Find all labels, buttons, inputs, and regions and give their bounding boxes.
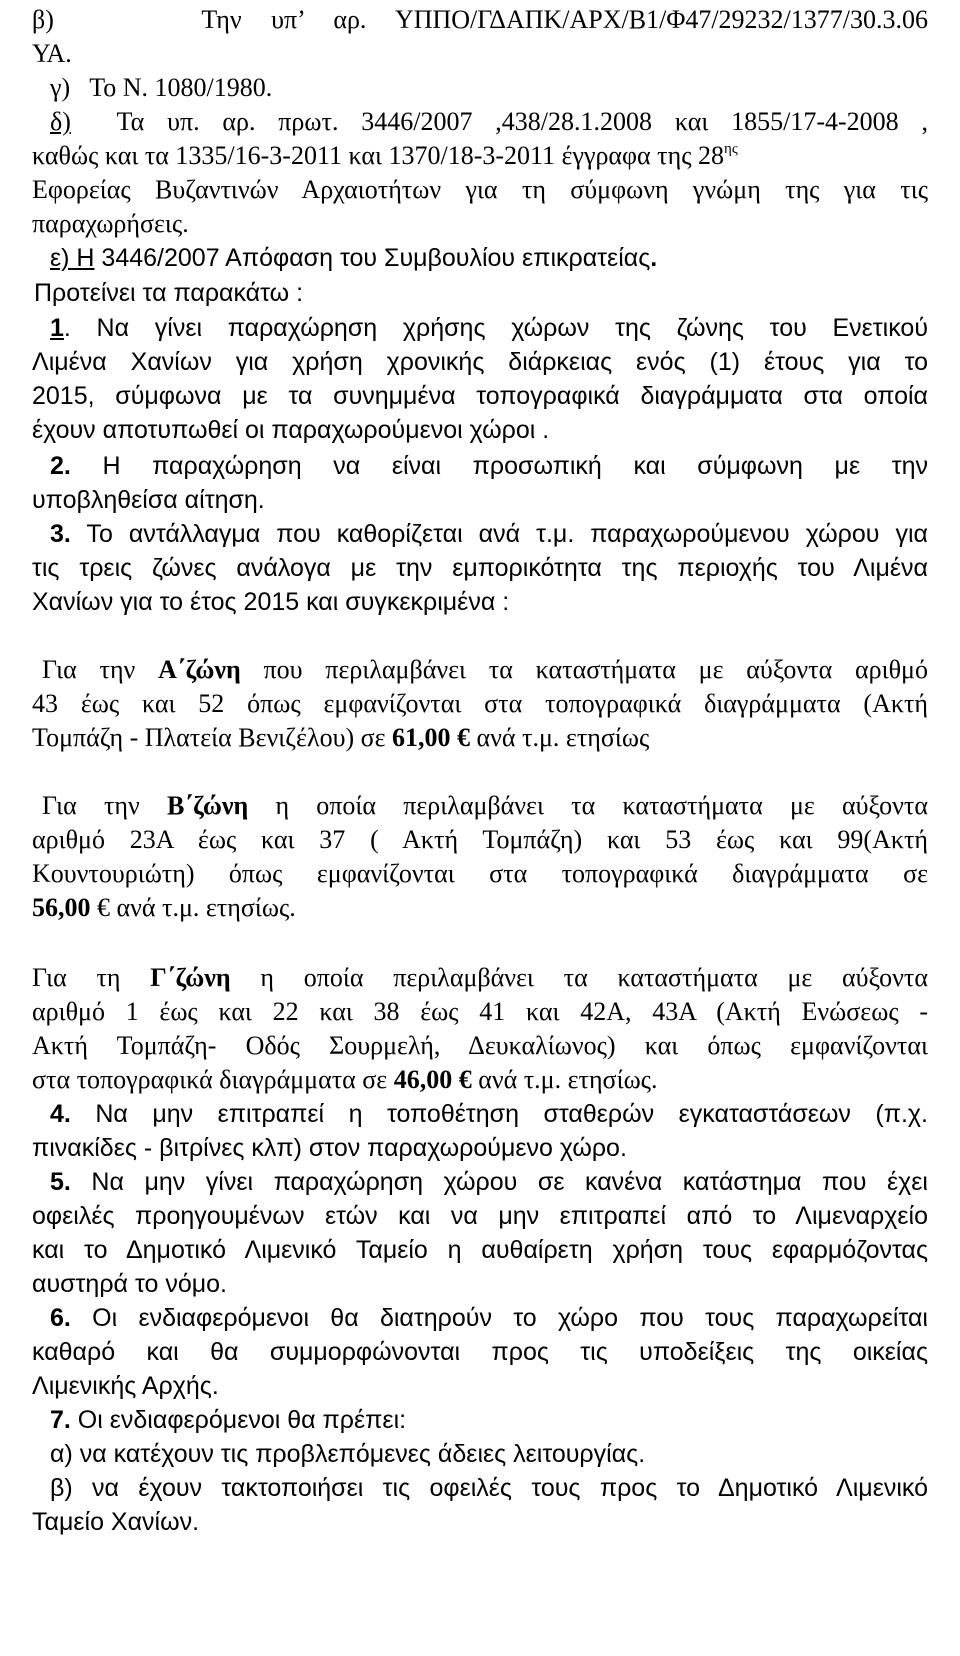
item-7-line-1: 7. Οι ενδιαφερόμενοι θα πρέπει: (50, 1406, 407, 1434)
zone-a-line-3: Τομπάζη - Πλατεία Βενιζέλου) σε 61,00 € ανά τ.μ. ετησίως (32, 723, 650, 752)
reference-d-marker: δ) (50, 107, 71, 136)
zone-b-line-1: Για την Β΄ζώνη η οποία περιλαμβάνει τα καταστήματα με αύξοντα (42, 791, 928, 820)
item-6-line-2: καθαρό και θα συμμορφώνονται προς τις υποδείξεις της οικείας (32, 1338, 928, 1366)
item-7-b-line-1: β) να έχουν τακτοποιήσει τις οφειλές τους προς το Δημοτικό Λιμενικό (50, 1474, 928, 1502)
ordinal-superscript: ης (724, 141, 738, 157)
item-1-number: 1 (50, 314, 64, 342)
reference-b-line-2: ΥΑ. (32, 39, 72, 68)
proposal-intro: Προτείνει τα παρακάτω : (34, 279, 304, 307)
zone-c-price: 46,00 € (393, 1065, 472, 1094)
zone-b-price: 56,00 (32, 893, 91, 922)
zone-b-line-4: 56,00 € ανά τ.μ. ετησίως. (32, 893, 296, 922)
reference-c-marker: γ) (50, 73, 71, 102)
item-6-number: 6. (50, 1304, 71, 1332)
reference-d-line-4: παραχωρήσεις. (32, 209, 189, 238)
item-7-b-line-2: Ταμείο Χανίων. (32, 1508, 200, 1536)
item-3-line-1: 3. Το αντάλλαγμα που καθορίζεται ανά τ.μ. παραχωρούμενου χώρου για (50, 520, 928, 548)
reference-c (50, 72, 272, 104)
zone-c-line-2: αριθμό 1 έως και 22 και 38 έως 41 και 42Α, 43Α (Ακτή Ενώσεως - (32, 997, 928, 1026)
reference-d-line-3: Εφορείας Βυζαντινών Αρχαιοτήτων για τη σύμφωνη γνώμη της για τις (32, 175, 928, 204)
zone-b-line-2: αριθμό 23Α έως και 37 ( Ακτή Τομπάζη) και 53 έως και 99(Ακτή (32, 825, 928, 854)
zone-c-line-1: Για τη Γ΄ζώνη η οποία περιλαμβάνει τα καταστήματα με αύξοντα (32, 963, 928, 992)
item-4-line-1: 4. Να μην επιτραπεί η τοποθέτηση σταθερών εγκαταστάσεων (π.χ. (50, 1100, 928, 1128)
item-5-line-4: αυστηρά το νόμο. (32, 1270, 227, 1298)
zone-c-line-4: στα τοπογραφικά διαγράμματα σε 46,00 € ανά τ.μ. ετησίως. (32, 1065, 658, 1094)
item-4-line-2: πινακίδες - βιτρίνες κλπ) στον παραχωρούμενο χώρο. (32, 1134, 627, 1162)
reference-c-text: Το Ν. 1080/1980. (89, 73, 273, 102)
reference-d-line-1: δ) Τα υπ. αρ. πρωτ. 3446/2007 ,438/28.1.2008 και 1855/17-4-2008 , (50, 107, 928, 136)
item-3-line-3: Χανίων για το έτος 2015 και συγκεκριμένα : (32, 588, 510, 616)
zone-b-name: Β΄ζώνη (166, 791, 249, 820)
item-2-line-1: 2. Η παραχώρηση να είναι προσωπική και σύμφωνη με την (50, 452, 928, 480)
item-2-line-2: υποβληθείσα αίτηση. (32, 486, 265, 514)
item-3-line-2: τις τρεις ζώνες ανάλογα με την εμπορικότητα της περιοχής του Λιμένα (32, 554, 928, 582)
item-1-line-1: 1. Να γίνει παραχώρηση χρήσης χώρων της ζώνης του Ενετικού (50, 314, 928, 342)
item-6-line-1: 6. Οι ενδιαφερόμενοι θα διατηρούν το χώρο που τους παραχωρείται (50, 1304, 928, 1332)
item-5-line-2: οφειλές προηγουμένων ετών και να μην επιτραπεί από το Λιμεναρχείο (32, 1202, 928, 1230)
item-5-number: 5. (50, 1168, 71, 1196)
zone-a-line-2: 43 έως και 52 όπως εμφανίζονται στα τοπογραφικά διαγράμματα (Ακτή (32, 689, 928, 718)
zone-b-line-3: Κουντουριώτη) όπως εμφανίζονται στα τοπογραφικά διαγράμματα σε (32, 859, 928, 888)
reference-b-line-1: β) Την υπ’ αρ. ΥΠΠΟ/ΓΔΑΠΚ/ΑΡΧ/Β1/Φ47/29232/1377/30.3.06 (32, 5, 928, 34)
reference-e-marker: ε) Η (50, 244, 95, 272)
zone-a-price: 61,00 € (392, 723, 471, 752)
item-6-line-3: Λιμενικής Αρχής. (32, 1372, 219, 1400)
item-1-line-3: 2015, σύμφωνα με τα συνημμένα τοπογραφικά διαγράμματα στα οποία (32, 382, 928, 410)
item-3-number: 3. (50, 520, 71, 548)
zone-a-line-1: Για την Α΄ζώνη που περιλαμβάνει τα καταστήματα με αύξοντα αριθμό (42, 655, 928, 684)
reference-d-line-2: καθώς και τα 1335/16-3-2011 και 1370/18-3-2011 έγγραφα της $28^{\eta\varsigma}$ (32, 141, 738, 170)
zone-a-name: Α΄ζώνη (158, 655, 241, 684)
reference-e: ε) Η 3446/2007 Απόφαση του Συμβουλίου επικρατείας. (50, 244, 658, 272)
item-5-line-3: και το Δημοτικό Λιμενικό Ταμείο η αυθαίρετη χρήση τους εφαρμόζοντας (32, 1236, 928, 1264)
item-7-number: 7. (50, 1406, 71, 1434)
item-4-number: 4. (50, 1100, 71, 1128)
item-1-line-2: Λιμένα Χανίων για χρήση χρονικής διάρκειας ενός (1) έτους για το (32, 348, 928, 376)
item-1-line-4: έχουν αποτυπωθεί οι παραχωρούμενοι χώροι . (32, 416, 550, 444)
item-2-number: 2. (50, 452, 71, 480)
zone-c-name: Γ΄ζώνη (150, 963, 231, 992)
item-5-line-1: 5. Να μην γίνει παραχώρηση χώρου σε κανένα κατάστημα που έχει (50, 1168, 928, 1196)
zone-c-line-3: Ακτή Τομπάζη- Οδός Σουρμελή, Δευκαλίωνος) και όπως εμφανίζονται (32, 1031, 928, 1060)
item-7-a: α) να κατέχουν τις προβλεπόμενες άδειες λειτουργίας. (50, 1440, 646, 1468)
